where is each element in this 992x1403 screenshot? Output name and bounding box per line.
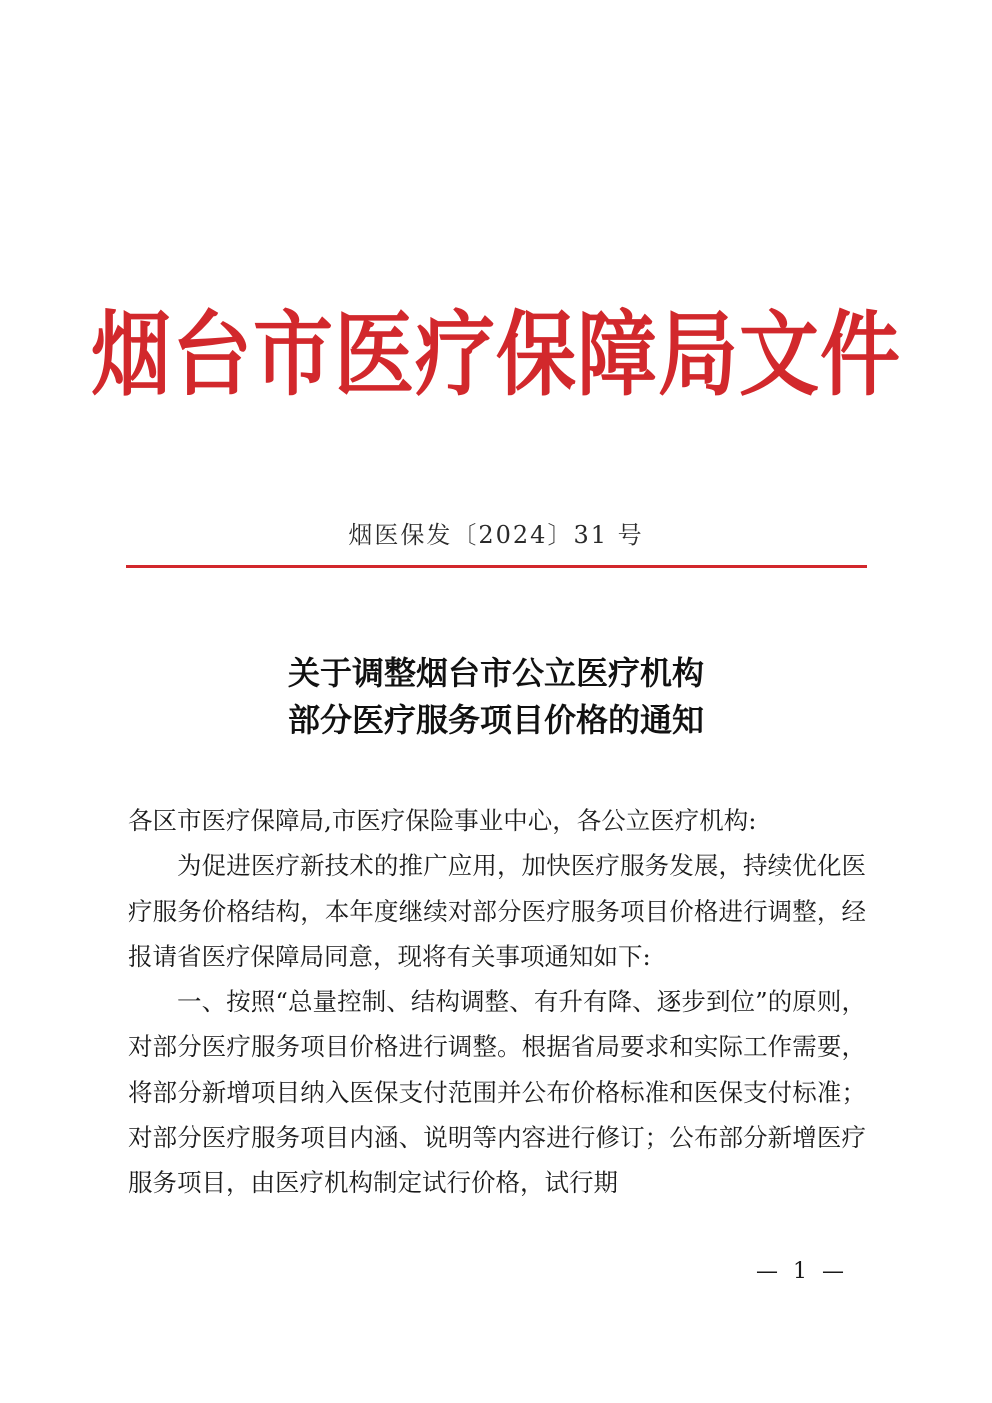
document-header-title: 烟台市医疗保障局文件 [91,301,901,409]
body-paragraph-2: 一、按照“总量控制、结构调整、有升有降、逐步到位”的原则，对部分医疗服务项目价格进行调整。根据省局要求和实际工作需要，将部分新增项目纳入医保支付范围并公布价格标准和医保支付标准；对部分医疗服务项目内涵、说明等内容进行修订；公布部分新增医疗服务项目，由医疗机构制定试行价格，试行期 [128,987,866,1198]
document-number: 烟医保发〔2024〕31 号 [348,521,644,549]
red-divider-line [126,565,867,568]
document-body [128,798,866,1206]
body-paragraph-1: 为促进医疗新技术的推广应用，加快医疗服务发展，持续优化医疗服务价格结构，本年度继续对部分医疗服务项目价格进行调整，经报请省医疗保障局同意，现将有关事项通知如下: [128,851,866,971]
addressee-line: 各区市医疗保障局,市医疗保险事业中心，各公立医疗机构: [128,806,757,835]
notice-title-line-1: 关于调整烟台市公立医疗机构 [287,654,704,692]
page-number: — 1 — [756,1259,848,1284]
notice-title [0,650,992,744]
notice-title-line-2: 部分医疗服务项目价格的通知 [287,701,704,739]
